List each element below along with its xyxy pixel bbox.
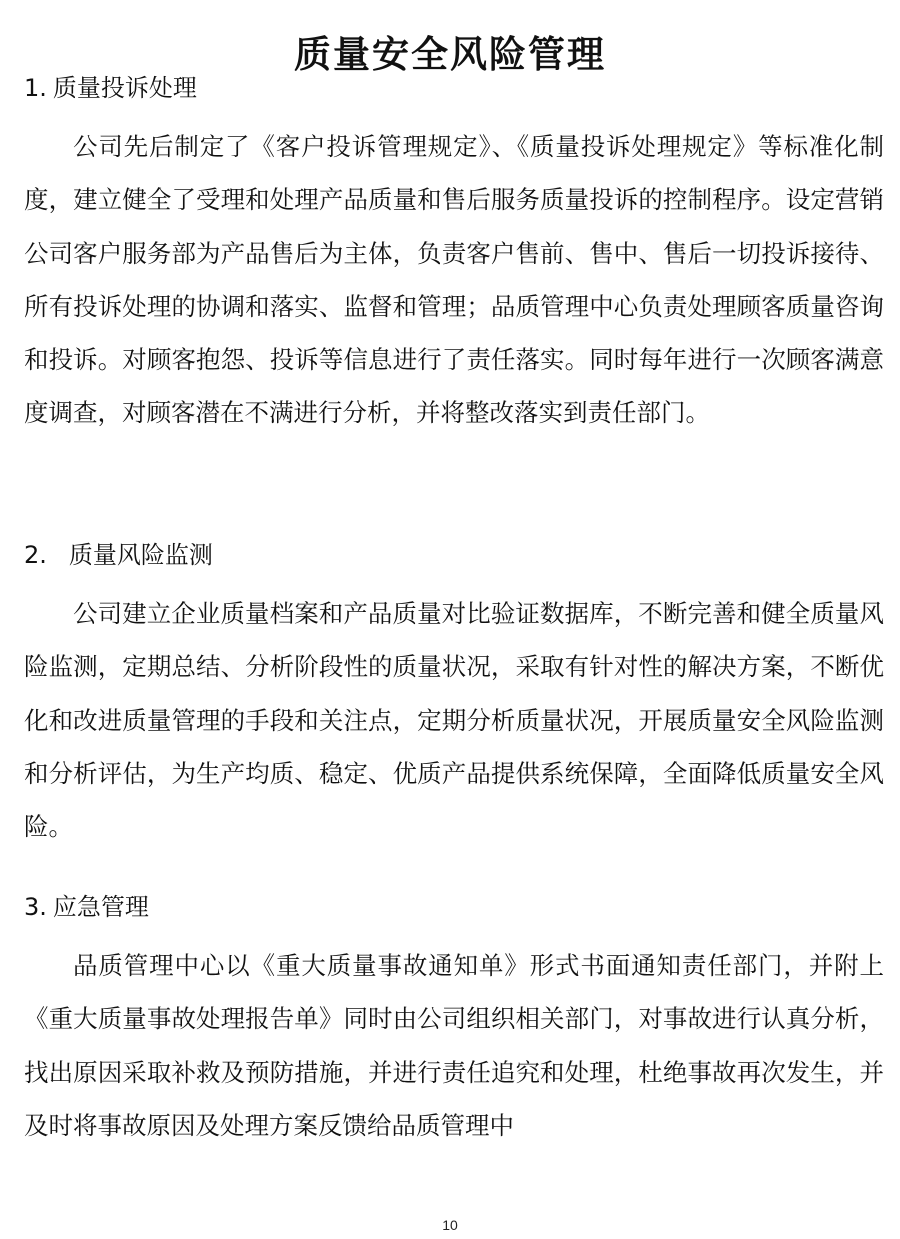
section-number: 3. [24, 893, 47, 921]
section-heading [24, 889, 884, 925]
section-heading [24, 537, 884, 573]
document-title: 质量安全风险管理 [294, 32, 606, 76]
section-heading-text: 质量投诉处理 [52, 74, 197, 102]
section-heading-text: 应急管理 [52, 893, 149, 921]
section-heading-text: 质量风险监测 [68, 541, 213, 569]
section-heading [24, 70, 884, 106]
section-paragraph: 品质管理中心以《重大质量事故通知单》形式书面通知责任部门，并附上《重大质量事故处理报告单》同时由公司组织相关部门，对事故进行认真分析，找出原因采取补救及预防措施，并进行责任追究和处理，杜绝事故再次发生，并及时将事故原因及处理方案反馈给品质管理中 [24, 951, 884, 1140]
section-quality-complaint [24, 70, 884, 440]
section-number: 1. [24, 74, 47, 102]
page-number: 10 [442, 1217, 458, 1233]
section-paragraph: 公司先后制定了《客户投诉管理规定》、《质量投诉处理规定》等标准化制度，建立健全了受理和处理产品质量和售后服务质量投诉的控制程序。设定营销公司客户服务部为产品售后为主体，负责客户售前、售中、售后一切投诉接待、所有投诉处理的协调和落实、监督和管理；品质管理中心负责处理顾客质量咨询和投诉。对顾客抱怨、投诉等信息进行了责任落实。同时每年进行一次顾客满意度调查，对顾客潜在不满进行分析，并将整改落实到责任部门。 [24, 132, 884, 428]
section-quality-risk-monitoring [24, 537, 884, 853]
section-emergency-management [24, 889, 884, 1152]
section-paragraph: 公司建立企业质量档案和产品质量对比验证数据库，不断完善和健全质量风险监测，定期总结、分析阶段性的质量状况，采取有针对性的解决方案，不断优化和改进质量管理的手段和关注点，定期分析质量状况，开展质量安全风险监测和分析评估，为生产均质、稳定、优质产品提供系统保障，全面降低质量安全风险。 [24, 599, 884, 842]
section-number: 2. [24, 541, 47, 569]
